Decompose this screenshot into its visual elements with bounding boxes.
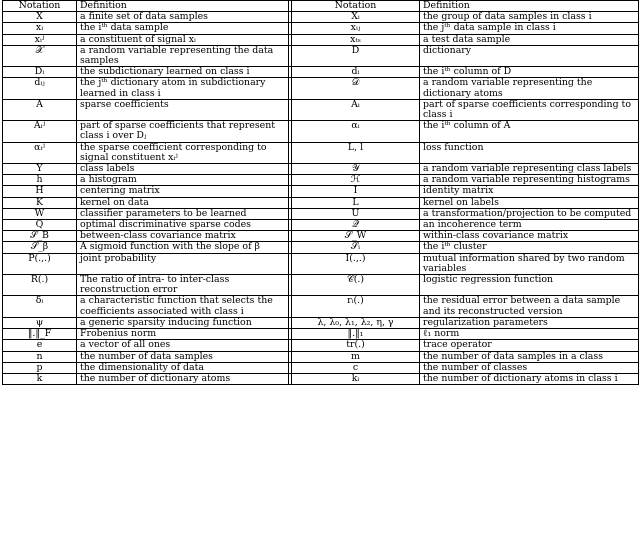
notation-left: H xyxy=(3,186,77,197)
notation-left: Dᵢ xyxy=(3,67,77,78)
definition-right: mutual information shared by two random variables xyxy=(420,253,639,274)
table-row xyxy=(3,351,639,362)
definition-left: part of sparse coefficients that represent class i over Dⱼ xyxy=(77,121,289,142)
table-row xyxy=(3,67,639,78)
definition-right: a random variable representing class labels xyxy=(420,164,639,175)
table-row xyxy=(3,197,639,208)
definition-left: The ratio of intra- to inter-class reconstruction error xyxy=(77,275,289,296)
notation-right: L xyxy=(292,197,420,208)
notation-right: D xyxy=(292,45,420,66)
notation-left: h xyxy=(3,175,77,186)
definition-left: joint probability xyxy=(77,253,289,274)
notation-right: ‖.‖₁ xyxy=(292,329,420,340)
notation-right: Aᵢ xyxy=(292,99,420,120)
definition-left: the iᵗʰ data sample xyxy=(77,23,289,34)
notation-rows xyxy=(3,12,639,385)
definition-right: a test data sample xyxy=(420,34,639,45)
notation-left: p xyxy=(3,362,77,373)
definition-left: optimal discriminative sparse codes xyxy=(77,220,289,231)
table-row xyxy=(3,78,639,99)
definition-right: trace operator xyxy=(420,340,639,351)
notation-left: xᵢʲ xyxy=(3,34,77,45)
notation-right: rᵢ(.) xyxy=(292,296,420,317)
notation-left: n xyxy=(3,351,77,362)
notation-left: W xyxy=(3,208,77,219)
definition-right: the group of data samples in class i xyxy=(420,12,639,23)
notation-right: ℋ xyxy=(292,175,420,186)
notation-left: K xyxy=(3,197,77,208)
notation-right: m xyxy=(292,351,420,362)
definition-left: centering matrix xyxy=(77,186,289,197)
notation-left: X xyxy=(3,12,77,23)
table-row xyxy=(3,317,639,328)
notation-left: αᵢʲ xyxy=(3,142,77,163)
definition-right: the iᵗʰ cluster xyxy=(420,242,639,253)
notation-right: 𝒬 xyxy=(292,220,420,231)
definition-right: identity matrix xyxy=(420,186,639,197)
notation-left: dᵢⱼ xyxy=(3,78,77,99)
table-row xyxy=(3,23,639,34)
definition-left: the dimensionality of data xyxy=(77,362,289,373)
notation-right: U xyxy=(292,208,420,219)
definition-left: a random variable representing the data samples xyxy=(77,45,289,66)
notation-right: xₜₛ xyxy=(292,34,420,45)
notation-right: I(.,.) xyxy=(292,253,420,274)
table-row xyxy=(3,220,639,231)
table-row xyxy=(3,208,639,219)
table-row xyxy=(3,231,639,242)
table-row xyxy=(3,12,639,23)
definition-right: a transformation/projection to be computed xyxy=(420,208,639,219)
notation-table-container xyxy=(2,0,638,385)
definition-left: a histogram xyxy=(77,175,289,186)
notation-right: I xyxy=(292,186,420,197)
definition-right: part of sparse coefficients corresponding to class i xyxy=(420,99,639,120)
definition-right: the residual error between a data sample and its reconstructed version xyxy=(420,296,639,317)
definition-left: the subdictionary learned on class i xyxy=(77,67,289,78)
notation-left: Q xyxy=(3,220,77,231)
definition-left: the number of dictionary atoms xyxy=(77,373,289,384)
table-row xyxy=(3,186,639,197)
notation-right: Xᵢ xyxy=(292,12,420,23)
definition-right: the number of dictionary atoms in class i xyxy=(420,373,639,384)
notation-right: xᵢⱼ xyxy=(292,23,420,34)
notation-left: 𝒮_β xyxy=(3,242,77,253)
notation-left: 𝒳 xyxy=(3,45,77,66)
notation-left: ‖.‖_F xyxy=(3,329,77,340)
table-row xyxy=(3,242,639,253)
notation-right: 𝒮_W xyxy=(292,231,420,242)
notation-left: Y xyxy=(3,164,77,175)
definition-left: class labels xyxy=(77,164,289,175)
definition-right: an incoherence term xyxy=(420,220,639,231)
table-row xyxy=(3,99,639,120)
table-row xyxy=(3,34,639,45)
header-notation-right: Notation xyxy=(292,1,420,12)
notation-right: kᵢ xyxy=(292,373,420,384)
notation-right: αᵢ xyxy=(292,121,420,142)
definition-right: loss function xyxy=(420,142,639,163)
definition-left: sparse coefficients xyxy=(77,99,289,120)
table-row xyxy=(3,45,639,66)
notation-right: tr(.) xyxy=(292,340,420,351)
notation-left: k xyxy=(3,373,77,384)
notation-right: 𝒟 xyxy=(292,78,420,99)
notation-left: ψ xyxy=(3,317,77,328)
definition-left: the jᵗʰ dictionary atom in subdictionary learned in class i xyxy=(77,78,289,99)
definition-left: the number of data samples xyxy=(77,351,289,362)
table-row xyxy=(3,275,639,296)
notation-left: P(.,.) xyxy=(3,253,77,274)
notation-right: c xyxy=(292,362,420,373)
notation-right: dᵢ xyxy=(292,67,420,78)
definition-right: the number of data samples in a class xyxy=(420,351,639,362)
table-row xyxy=(3,253,639,274)
definition-right: regularization parameters xyxy=(420,317,639,328)
notation-left: R(.) xyxy=(3,275,77,296)
definition-left: between-class covariance matrix xyxy=(77,231,289,242)
definition-right: logistic regression function xyxy=(420,275,639,296)
header-definition-left: Definition xyxy=(77,1,289,12)
header-row xyxy=(3,1,639,12)
definition-right: the number of classes xyxy=(420,362,639,373)
definition-left: a vector of all ones xyxy=(77,340,289,351)
notation-left: A xyxy=(3,99,77,120)
notation-left: Aᵢʲ xyxy=(3,121,77,142)
definition-right: ℓ₁ norm xyxy=(420,329,639,340)
definition-right: within-class covariance matrix xyxy=(420,231,639,242)
table-row xyxy=(3,175,639,186)
table-row xyxy=(3,362,639,373)
definition-left: a constituent of signal xᵢ xyxy=(77,34,289,45)
definition-left: a finite set of data samples xyxy=(77,12,289,23)
notation-right: λ, λ₀, λ₁, λ₂, η, γ xyxy=(292,317,420,328)
definition-left: the sparse coefficient corresponding to signal constituent xᵢʲ xyxy=(77,142,289,163)
table-row xyxy=(3,142,639,163)
definition-left: Frobenius norm xyxy=(77,329,289,340)
table-row xyxy=(3,164,639,175)
table-row xyxy=(3,340,639,351)
header-definition-right: Definition xyxy=(420,1,639,12)
definition-right: dictionary xyxy=(420,45,639,66)
definition-right: the iᵗʰ column of A xyxy=(420,121,639,142)
notation-right: 𝒴 xyxy=(292,164,420,175)
notation-left: 𝒮_B xyxy=(3,231,77,242)
table-row xyxy=(3,121,639,142)
definition-right: kernel on labels xyxy=(420,197,639,208)
notation-right: 𝒞(.) xyxy=(292,275,420,296)
table-row xyxy=(3,329,639,340)
definition-right: a random variable representing the dictionary atoms xyxy=(420,78,639,99)
notation-left: δᵢ xyxy=(3,296,77,317)
definition-left: classifier parameters to be learned xyxy=(77,208,289,219)
notation-table xyxy=(2,0,639,385)
notation-right: L, l xyxy=(292,142,420,163)
table-row xyxy=(3,296,639,317)
definition-right: the iᵗʰ column of D xyxy=(420,67,639,78)
table-row xyxy=(3,373,639,384)
header-notation-left: Notation xyxy=(3,1,77,12)
notation-left: xᵢ xyxy=(3,23,77,34)
notation-right: 𝒮ᵢ xyxy=(292,242,420,253)
definition-left: a generic sparsity inducing function xyxy=(77,317,289,328)
definition-left: a characteristic function that selects the coefficients associated with class i xyxy=(77,296,289,317)
definition-left: kernel on data xyxy=(77,197,289,208)
definition-right: the jᵗʰ data sample in class i xyxy=(420,23,639,34)
definition-right: a random variable representing histograms xyxy=(420,175,639,186)
notation-left: e xyxy=(3,340,77,351)
definition-left: A sigmoid function with the slope of β xyxy=(77,242,289,253)
